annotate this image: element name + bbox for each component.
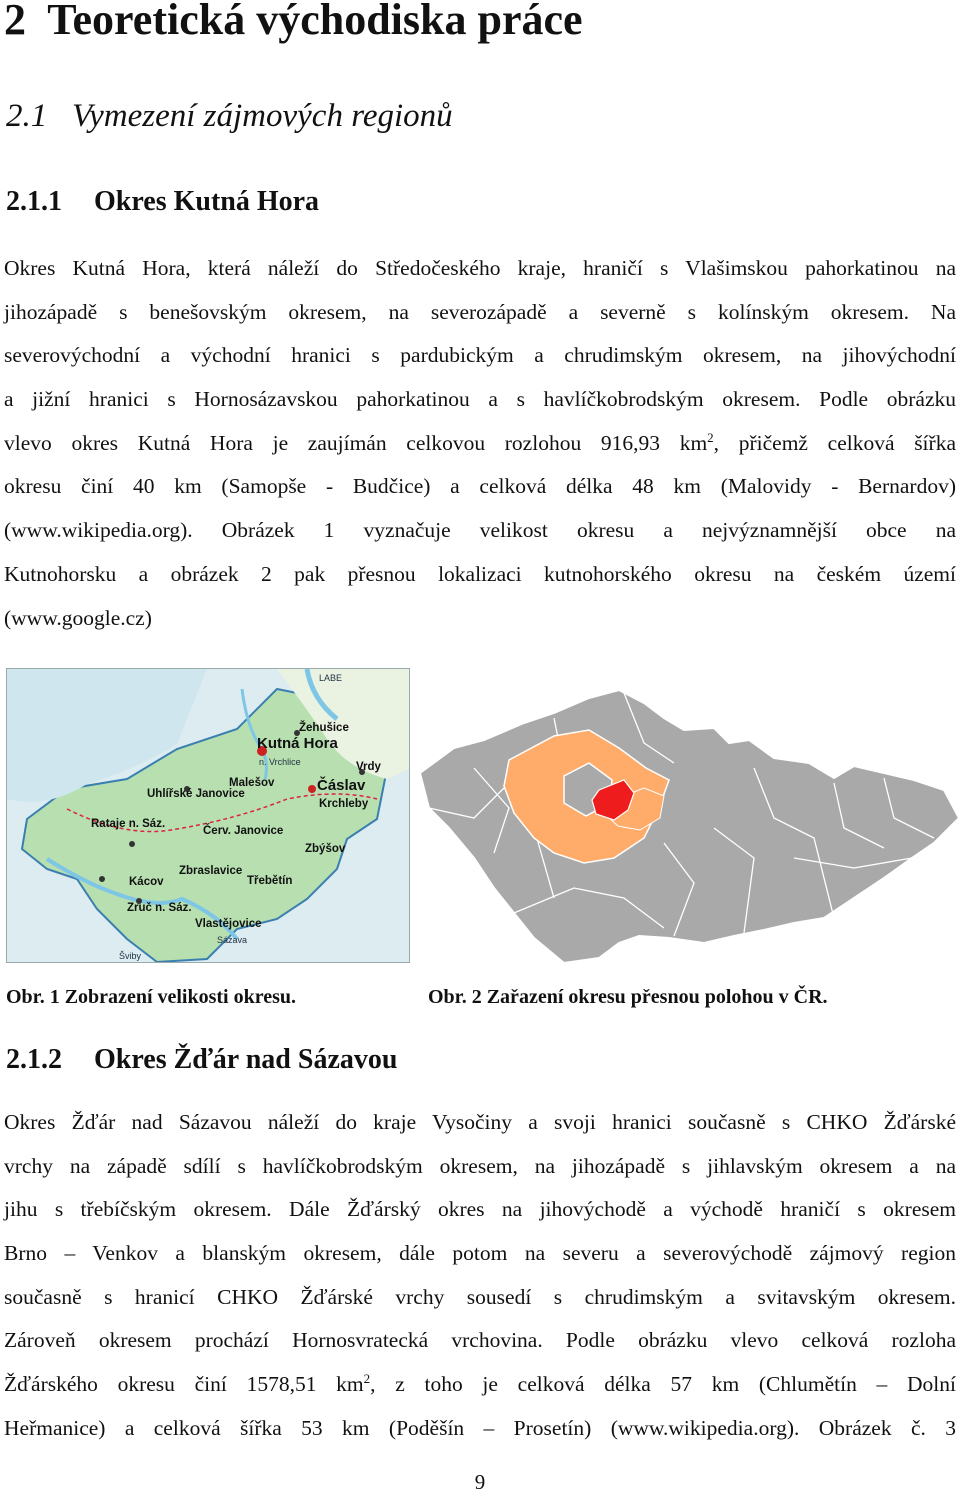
subsection-number: 2.1.2 (6, 1044, 62, 1075)
paragraph-kutna-hora (4, 247, 956, 640)
text-line-with-area (4, 422, 956, 466)
text-line: a jižní hranici s Hornosázavskou pahorkatinou a s havlíčkobrodským okresem. Podle obrázku (4, 387, 956, 412)
text-line: severovýchodní a východní hranici s pardubickým a chrudimským okresem, na jihovýchodní (4, 343, 956, 368)
map-label: Zruč n. Sáz. (127, 902, 192, 914)
text-fragment: Žďárského okresu činí 1578,51 km (4, 1372, 364, 1397)
map-label: Vrdy (356, 761, 381, 773)
chapter-heading (4, 0, 583, 45)
map-label: Krchleby (319, 798, 369, 810)
subsection-number: 2.1.1 (6, 186, 62, 217)
subsection-heading-zdar (6, 1044, 397, 1076)
text-line: jihozápadě s benešovským okresem, na severozápadě a severně s kolínským okresem. Na (4, 299, 956, 324)
subsection-title: Okres Kutná Hora (94, 186, 320, 217)
czech-republic-map (414, 668, 960, 968)
subsection-heading-kutna-hora (6, 186, 319, 218)
map-label: Šviby (119, 951, 142, 961)
subsection-title: Okres Žďár nad Sázavou (94, 1044, 398, 1075)
map-label: Zbraslavice (179, 865, 243, 877)
map-label: Vlastějovice (195, 918, 262, 930)
section-number: 2.1 (6, 98, 48, 134)
text-fragment: , z toho je celková délka 57 km (Chlumětín – Dolní (370, 1372, 956, 1397)
district-map-figure (6, 668, 410, 963)
text-line: okresu činí 40 km (Samopše - Budčice) a celková délka 48 km (Malovidy - Bernardov) (4, 474, 956, 499)
text-line: Brno – Venkov a blanským okresem, dále potom na severu a severovýchodě zájmový region (4, 1241, 956, 1266)
text-line: (www.wikipedia.org). Obrázek 1 vyznačuje velikost okresu a nejvýznamnější obce na (4, 518, 956, 543)
superscript: 2 (707, 429, 714, 445)
map-label: LABE (319, 673, 343, 683)
text-line: jihu s třebíčským okresem. Dále Žďárský okres na jihovýchodě a východě hraničí s okresem (4, 1197, 956, 1222)
map-label: Rataje n. Sáz. (91, 818, 166, 830)
map-label: Třebětín (247, 875, 293, 887)
map-label: n. Vrchlice (259, 757, 301, 767)
city-dot (308, 785, 316, 793)
figure-caption-2: Obr. 2 Zařazení okresu přesnou polohou v ČR. (428, 986, 828, 1008)
section-heading (6, 98, 453, 135)
map-label: Kutná Hora (257, 735, 338, 752)
text-line-with-area (4, 1363, 956, 1407)
town-dot (129, 841, 135, 847)
map-label: Čáslav (317, 777, 366, 794)
map-label: Zbýšov (305, 843, 346, 855)
text-fragment: , přičemž celková šířka (713, 430, 956, 455)
chapter-number: 2 (4, 0, 26, 44)
page-number: 9 (474, 1470, 486, 1494)
map-label: Kácov (129, 876, 164, 888)
chapter-title: Teoretická východiska práce (47, 0, 583, 44)
country-shape (420, 690, 959, 963)
map-label: Uhlířské Janovice (147, 788, 245, 800)
text-line: současně s hranicí CHKO Žďárské vrchy sousedí s chrudimským a svitavským okresem. (4, 1284, 956, 1309)
paragraph-zdar (4, 1101, 956, 1451)
text-line: (www.google.cz) (4, 605, 152, 630)
superscript: 2 (363, 1370, 371, 1386)
district-map (7, 669, 409, 962)
map-label: Červ. Janovice (203, 825, 284, 837)
section-title: Vymezení zájmových regionů (72, 98, 453, 134)
text-line: Zároveň okresem prochází Hornosvratecká vrchovina. Podle obrázku vlevo celková rozloha (4, 1328, 956, 1353)
town-dot (99, 876, 105, 882)
figure-caption-1: Obr. 1 Zobrazení velikosti okresu. (6, 986, 297, 1008)
czech-republic-map-figure (414, 668, 960, 968)
text-line: Kutnohorsku a obrázek 2 pak přesnou lokalizaci kutnohorského okresu na českém území (4, 561, 956, 586)
map-label: Žehušice (299, 722, 349, 734)
map-label: Sázava (217, 935, 248, 945)
text-line: Okres Kutná Hora, která náleží do Středočeského kraje, hraničí s Vlašimskou pahorkatinou na (4, 256, 956, 280)
text-line: Okres Žďár nad Sázavou náleží do kraje Vysočiny a svoji hranici současně s CHKO Žďárské (4, 1110, 956, 1134)
text-line: vrchy na západě sdílí s havlíčkobrodským okresem, na jihozápadě s jihlavským okresem a na (4, 1153, 956, 1178)
text-fragment: vlevo okres Kutná Hora je zaujímán celkovou rozlohou 916,93 km (4, 430, 708, 455)
text-line: Heřmanice) a celková šířka 53 km (Poděšín – Prosetín) (www.wikipedia.org). Obrázek č. 3 (4, 1415, 956, 1440)
map-label: Malešov (229, 777, 275, 789)
